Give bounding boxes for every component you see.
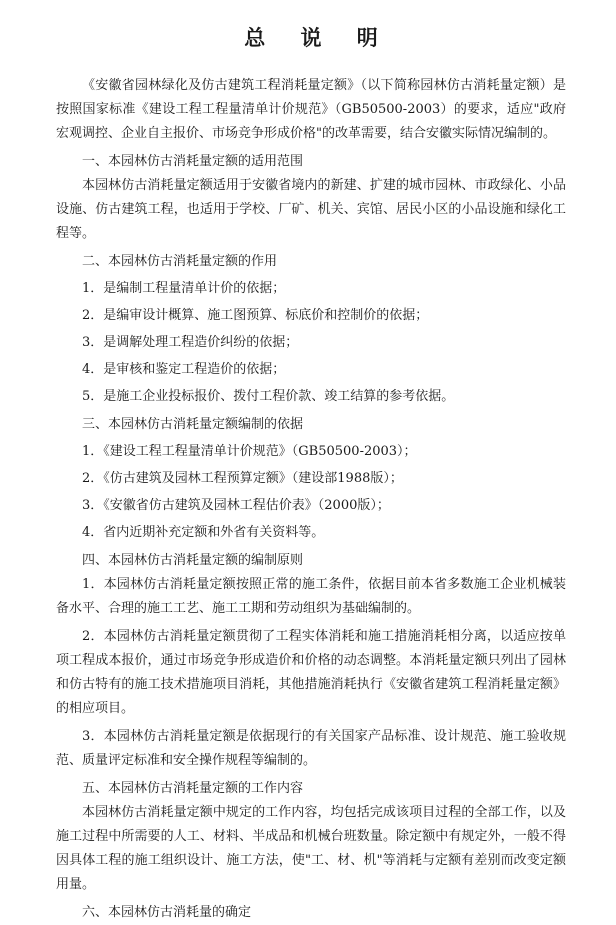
section-heading: 六、本园林仿古消耗量的确定 [82, 905, 252, 920]
paragraph: 本园林仿古消耗量定额中规定的工作内容，均包括完成该项目过程的全部工作，以及施工过程中所需要的人工、材料、半成品和机械台班数量。除定额中有规定外，一般不得因具体工程的施工组织设计、施工方法，使"工、材、机"等消耗与定额有差别而改变定额用量。 [56, 805, 566, 892]
document-page [0, 22, 616, 920]
section-heading: 二、本园林仿古消耗量定额的作用 [82, 254, 278, 269]
list-item: 2．《仿古建筑及园林工程预算定额》（建设部1988版）； [82, 471, 403, 486]
paragraph: 本园林仿古消耗量定额适用于安徽省境内的新建、扩建的城市园林、市政绿化、小品设施、仿古建筑工程，也适用于学校、厂矿、机关、宾馆、居民小区的小品设施和绿化工程等。 [56, 178, 566, 241]
list-item: 3．《安徽省仿古建筑及园林工程估价表》（2000版）； [82, 498, 390, 513]
intro-paragraph: 《安徽省园林绿化及仿古建筑工程消耗量定额》（以下简称园林仿古消耗量定额）是按照国家标准《建设工程工程量清单计价规范》（GB50500-2003）的要求，适应"政府宏观调控、企业自主报价、市场竞争形成价格"的改革需要，结合安徽实际情况编制的。 [56, 78, 566, 141]
section-heading: 五、本园林仿古消耗量定额的工作内容 [82, 781, 304, 796]
paragraph: 3．本园林仿古消耗量定额是依据现行的有关国家产品标准、设计规范、施工验收规范、质量评定标准和安全操作规程等编制的。 [56, 729, 566, 768]
page-title: 总 说 明 [244, 26, 392, 50]
list-item: 5．是施工企业投标报价、拨付工程价款、竣工结算的参考依据。 [82, 389, 455, 404]
section-heading: 三、本园林仿古消耗量定额编制的依据 [82, 417, 304, 432]
list-item: 1．《建设工程工程量清单计价规范》（GB50500-2003）； [82, 444, 417, 459]
section-heading: 一、本园林仿古消耗量定额的适用范围 [82, 154, 304, 169]
list-item: 3．是调解处理工程造价纠纷的依据； [82, 335, 299, 350]
paragraph: 2．本园林仿古消耗量定额贯彻了工程实体消耗和施工措施消耗相分离，以适应按单项工程成本报价，通过市场竞争形成造价和价格的动态调整。本消耗量定额只列出了园林和仿古特有的施工技术措施项目消耗，其他措施消耗执行《安徽省建筑工程消耗量定额》的相应项目。 [56, 629, 566, 716]
paragraph: 1．本园林仿古消耗量定额按照正常的施工条件，依据目前本省多数施工企业机械装备水平、合理的施工工艺、施工工期和劳动组织为基础编制的。 [56, 577, 566, 616]
list-item: 4．是审核和鉴定工程造价的依据； [82, 362, 286, 377]
list-item: 4．省内近期补充定额和外省有关资料等。 [82, 525, 325, 540]
list-item: 1．是编制工程量清单计价的依据； [82, 281, 286, 296]
list-item: 2．是编审设计概算、施工图预算、标底价和控制价的依据； [82, 308, 429, 323]
section-heading: 四、本园林仿古消耗量定额的编制原则 [82, 553, 304, 568]
document-body [56, 74, 566, 925]
